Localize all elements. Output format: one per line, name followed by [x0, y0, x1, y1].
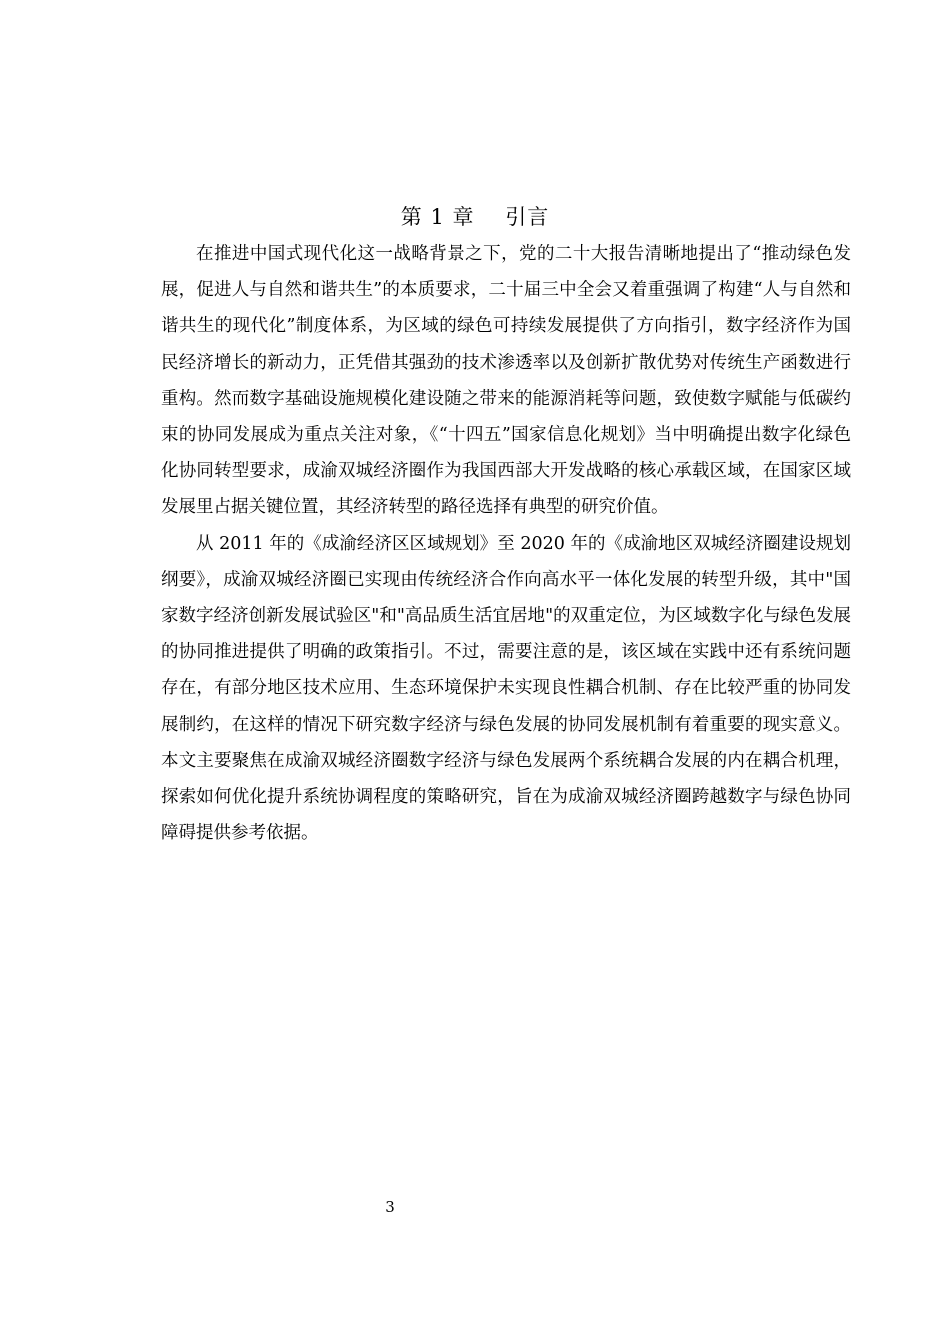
body-text — [161, 236, 851, 851]
page-number: 3 — [385, 1198, 395, 1216]
paragraph-1: 在推进中国式现代化这一战略背景之下，党的二十大报告清晰地提出了“推动绿色发展，促进人与自然和谐共生”的本质要求，二十届三中全会又着重强调了构建“人与自然和谐共生的现代化”制度体系，为区域的绿色可持续发展提供了方向指引，数字经济作为国民经济增长的新动力，正凭借其强劲的技术渗透率以及创新扩散优势对传统生产函数进行重构。然而数字基础设施规模化建设随之带来的能源消耗等问题，致使数字赋能与低碳约束的协同发展成为重点关注对象，《“十四五”国家信息化规划》当中明确提出数字化绿色化协同转型要求，成渝双城经济圈作为我国西部大开发战略的核心承载区域，在国家区域发展里占据关键位置，其经济转型的路径选择有典型的研究价值。 — [161, 244, 851, 518]
chapter-title: 第 1 章 引言 — [400, 205, 550, 230]
paragraph-2: 从 2011 年的《成渝经济区区域规划》至 2020 年的《成渝地区双城经济圈建设规划纲要》，成渝双城经济圈已实现由传统经济合作向高水平一体化发展的转型升级，其中"国家数字经济创新发展试验区"和"高品质生活宜居地"的双重定位，为区域数字化与绿色发展的协同推进提供了明确的政策指引。不过，需要注意的是，该区域在实践中还有系统问题存在，有部分地区技术应用、生态环境保护未实现良性耦合机制、存在比较严重的协同发展制约，在这样的情况下研究数字经济与绿色发展的协同发展机制有着重要的现实意义。本文主要聚焦在成渝双城经济圈数字经济与绿色发展两个系统耦合发展的内在耦合机理，探索如何优化提升系统协调程度的策略研究，旨在为成渝双城经济圈跨越数字与绿色协同障碍提供参考依据。 — [161, 533, 851, 844]
